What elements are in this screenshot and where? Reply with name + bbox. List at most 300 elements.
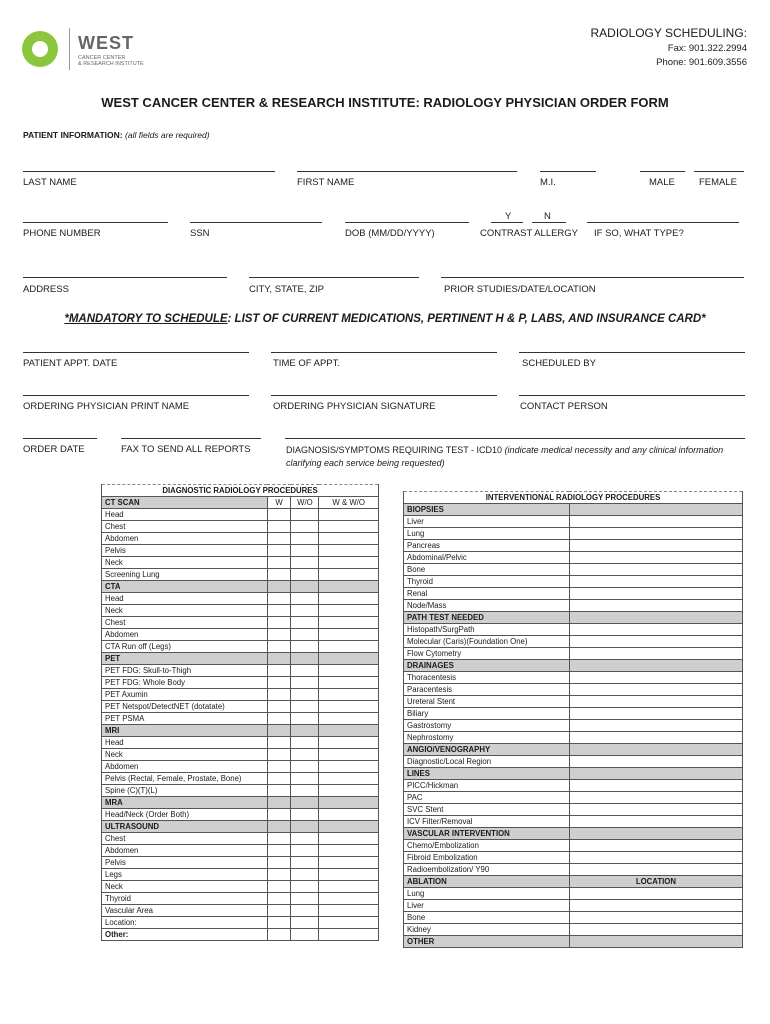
if-so-label: IF SO, WHAT TYPE?	[594, 228, 684, 239]
diagnostic-procedure-label: CTA Run off (Legs)	[102, 641, 268, 653]
diagnostic-column-header: W	[267, 497, 291, 509]
form-title: WEST CANCER CENTER & RESEARCH INSTITUTE: RADIOLOGY PHYSICIAN ORDER FORM	[101, 95, 669, 110]
appt-time-field[interactable]	[271, 352, 497, 353]
address-label: ADDRESS	[23, 284, 69, 295]
contact-label: CONTACT PERSON	[520, 401, 608, 412]
diagnosis-field[interactable]	[285, 438, 745, 439]
interventional-procedure-row	[404, 792, 743, 804]
diagnostic-procedure-label: Screening Lung	[102, 569, 268, 581]
checkbox-cell[interactable]	[291, 869, 319, 881]
entry-cell[interactable]	[569, 924, 742, 936]
diagnostic-section-row	[102, 797, 379, 809]
checkbox-cell[interactable]	[291, 689, 319, 701]
diagnostic-procedure-label: Chest	[102, 521, 268, 533]
checkbox-cell[interactable]	[319, 761, 379, 773]
interventional-procedure-row	[404, 696, 743, 708]
no-option: N	[544, 211, 551, 222]
diagnostic-procedure-label: Location:	[102, 917, 268, 929]
checkbox-cell[interactable]	[319, 737, 379, 749]
checkbox-cell[interactable]	[267, 521, 291, 533]
interventional-procedure-row	[404, 516, 743, 528]
interventional-procedure-row	[404, 840, 743, 852]
diagnostic-procedure-label: Neck	[102, 557, 268, 569]
patient-info-heading	[23, 130, 210, 140]
interventional-section-label: OTHER	[404, 936, 570, 948]
phys-sig-label: ORDERING PHYSICIAN SIGNATURE	[273, 401, 436, 412]
order-date-label: ORDER DATE	[23, 444, 85, 455]
checkbox-cell[interactable]	[291, 617, 319, 629]
checkbox-cell[interactable]	[267, 833, 291, 845]
checkbox-cell[interactable]	[291, 881, 319, 893]
diagnostic-procedure-row	[102, 545, 379, 557]
order-date-field[interactable]	[23, 438, 97, 439]
interventional-procedure-row	[404, 888, 743, 900]
checkbox-cell[interactable]	[291, 665, 319, 677]
interventional-procedure-label: Thoracentesis	[404, 672, 570, 684]
checkbox-cell[interactable]	[267, 677, 291, 689]
city-label: CITY, STATE, ZIP	[249, 284, 324, 295]
interventional-procedure-row	[404, 732, 743, 744]
diagnostic-procedure-row	[102, 833, 379, 845]
checkbox-cell	[291, 821, 319, 833]
interventional-procedure-row	[404, 648, 743, 660]
entry-cell[interactable]	[569, 732, 742, 744]
checkbox-cell[interactable]	[319, 641, 379, 653]
checkbox-cell[interactable]	[319, 893, 379, 905]
entry-cell	[569, 768, 742, 780]
checkbox-cell[interactable]	[319, 881, 379, 893]
diagnostic-procedure-label: Head	[102, 737, 268, 749]
diagnostic-procedure-label: Abdomen	[102, 533, 268, 545]
checkbox-cell[interactable]	[319, 557, 379, 569]
interventional-procedure-row	[404, 624, 743, 636]
checkbox-cell	[291, 725, 319, 737]
checkbox-cell[interactable]	[291, 857, 319, 869]
checkbox-cell[interactable]	[267, 809, 291, 821]
first-name-label: FIRST NAME	[297, 177, 355, 188]
scheduling-fax: Fax: 901.322.2994	[667, 43, 747, 54]
diagnostic-procedure-label: PET Netspot/DetectNET (dotatate)	[102, 701, 268, 713]
diagnostic-procedure-row	[102, 701, 379, 713]
interventional-procedure-label: Nephrostomy	[404, 732, 570, 744]
entry-cell[interactable]	[569, 516, 742, 528]
checkbox-cell[interactable]	[291, 569, 319, 581]
interventional-procedure-label: Flow Cytometry	[404, 648, 570, 660]
checkbox-cell[interactable]	[267, 605, 291, 617]
checkbox-cell[interactable]	[291, 749, 319, 761]
diagnostic-procedure-row	[102, 905, 379, 917]
checkbox-cell[interactable]	[267, 533, 291, 545]
checkbox-cell[interactable]	[267, 905, 291, 917]
entry-cell[interactable]	[569, 864, 742, 876]
entry-cell[interactable]	[569, 900, 742, 912]
entry-cell[interactable]	[569, 912, 742, 924]
diagnostic-procedure-row	[102, 809, 379, 821]
interventional-procedure-label: Histopath/SurgPath	[404, 624, 570, 636]
entry-cell[interactable]	[569, 600, 742, 612]
diagnostic-procedure-label: Chest	[102, 617, 268, 629]
checkbox-cell[interactable]	[319, 833, 379, 845]
checkbox-cell[interactable]	[267, 893, 291, 905]
diagnostic-procedure-row	[102, 881, 379, 893]
diagnostic-title: DIAGNOSTIC RADIOLOGY PROCEDURES	[102, 485, 379, 497]
appt-time-label: TIME OF APPT.	[273, 358, 341, 369]
diagnostic-section-label: MRA	[102, 797, 268, 809]
entry-cell[interactable]	[569, 780, 742, 792]
yes-option: Y	[505, 211, 512, 222]
interventional-section-label: DRAINAGES	[404, 660, 570, 672]
checkbox-cell[interactable]	[267, 629, 291, 641]
diagnostic-section-label: CT SCAN	[102, 497, 268, 509]
diagnostic-procedure-row	[102, 569, 379, 581]
entry-cell[interactable]	[569, 792, 742, 804]
diagnosis-label	[286, 444, 736, 470]
diagnostic-procedure-row	[102, 893, 379, 905]
entry-cell[interactable]	[569, 684, 742, 696]
checkbox-cell[interactable]	[267, 761, 291, 773]
entry-cell[interactable]	[569, 696, 742, 708]
diagnostic-procedure-label: Chest	[102, 833, 268, 845]
checkbox-cell[interactable]	[291, 785, 319, 797]
checkbox-cell[interactable]	[267, 857, 291, 869]
interventional-procedure-label: Chemo/Embolization	[404, 840, 570, 852]
checkbox-cell	[319, 653, 379, 665]
contrast-label: CONTRAST ALLERGY	[480, 228, 579, 239]
checkbox-cell[interactable]	[267, 701, 291, 713]
checkbox-cell[interactable]	[267, 665, 291, 677]
checkbox-cell[interactable]	[291, 605, 319, 617]
checkbox-cell[interactable]	[319, 809, 379, 821]
phys-sig-field[interactable]	[271, 395, 497, 396]
interventional-procedure-row	[404, 900, 743, 912]
checkbox-cell[interactable]	[319, 929, 379, 941]
checkbox-cell[interactable]	[319, 665, 379, 677]
entry-cell[interactable]	[569, 636, 742, 648]
entry-cell[interactable]	[569, 540, 742, 552]
checkbox-cell[interactable]	[267, 881, 291, 893]
interventional-procedure-row	[404, 528, 743, 540]
checkbox-cell[interactable]	[291, 761, 319, 773]
diagnostic-procedure-row	[102, 605, 379, 617]
interventional-procedure-row	[404, 576, 743, 588]
interventional-procedure-row	[404, 912, 743, 924]
checkbox-cell[interactable]	[267, 737, 291, 749]
checkbox-cell[interactable]	[319, 533, 379, 545]
checkbox-cell[interactable]	[267, 713, 291, 725]
checkbox-cell[interactable]	[319, 857, 379, 869]
contrast-no-field[interactable]	[532, 222, 566, 223]
interventional-procedure-row	[404, 588, 743, 600]
diagnostic-procedure-row	[102, 689, 379, 701]
interventional-procedure-label: Gastrostomy	[404, 720, 570, 732]
interventional-procedure-label: Kidney	[404, 924, 570, 936]
fax-reports-label: FAX TO SEND ALL REPORTS	[121, 444, 251, 455]
checkbox-cell[interactable]	[267, 509, 291, 521]
female-field[interactable]	[694, 171, 744, 172]
checkbox-cell[interactable]	[319, 905, 379, 917]
entry-cell	[569, 828, 742, 840]
checkbox-cell[interactable]	[267, 773, 291, 785]
checkbox-cell[interactable]	[291, 929, 319, 941]
interventional-procedure-label: Node/Mass	[404, 600, 570, 612]
checkbox-cell[interactable]	[291, 557, 319, 569]
diagnostic-procedure-row	[102, 641, 379, 653]
scheduled-by-field[interactable]	[519, 352, 745, 353]
patient-info-label: PATIENT INFORMATION:	[23, 130, 123, 140]
interventional-procedure-label: Molecular (Caris)(Foundation One)	[404, 636, 570, 648]
diagnostic-procedure-row	[102, 509, 379, 521]
entry-cell[interactable]	[569, 528, 742, 540]
checkbox-cell[interactable]	[319, 917, 379, 929]
diagnostic-procedure-label: PET PSMA	[102, 713, 268, 725]
ssn-field[interactable]	[190, 222, 322, 223]
interventional-procedure-label: PICC/Hickman	[404, 780, 570, 792]
checkbox-cell[interactable]	[291, 629, 319, 641]
contact-field[interactable]	[519, 395, 745, 396]
entry-cell[interactable]	[569, 720, 742, 732]
interventional-procedure-row	[404, 852, 743, 864]
first-name-field[interactable]	[297, 171, 517, 172]
diagnostic-section-row	[102, 653, 379, 665]
entry-cell[interactable]	[569, 624, 742, 636]
diagnostic-procedure-row	[102, 857, 379, 869]
checkbox-cell[interactable]	[291, 677, 319, 689]
diagnostic-procedure-label: Pelvis	[102, 545, 268, 557]
checkbox-cell[interactable]	[291, 545, 319, 557]
checkbox-cell[interactable]	[267, 641, 291, 653]
checkbox-cell[interactable]	[319, 629, 379, 641]
interventional-section-row	[404, 744, 743, 756]
checkbox-cell	[319, 821, 379, 833]
checkbox-cell[interactable]	[319, 521, 379, 533]
checkbox-cell[interactable]	[267, 785, 291, 797]
appt-date-field[interactable]	[23, 352, 249, 353]
checkbox-cell[interactable]	[291, 809, 319, 821]
diagnostic-procedure-row	[102, 617, 379, 629]
diagnostic-column-header: W & W/O	[319, 497, 379, 509]
diagnostic-section-label: PET	[102, 653, 268, 665]
dob-field[interactable]	[345, 222, 469, 223]
interventional-procedure-label: Lung	[404, 528, 570, 540]
interventional-procedure-label: Diagnostic/Local Region	[404, 756, 570, 768]
checkbox-cell	[319, 581, 379, 593]
checkbox-cell[interactable]	[319, 509, 379, 521]
entry-cell[interactable]	[569, 756, 742, 768]
interventional-procedure-label: Bone	[404, 912, 570, 924]
checkbox-cell[interactable]	[267, 929, 291, 941]
diagnostic-procedure-label: Pelvis (Rectal, Female, Prostate, Bone)	[102, 773, 268, 785]
diagnosis-note: (indicate medical necessity and any clinical information clarifying each service being requested)	[286, 445, 724, 468]
diagnostic-procedure-label: PET Axumin	[102, 689, 268, 701]
entry-cell[interactable]	[569, 576, 742, 588]
prior-studies-field[interactable]	[441, 277, 744, 278]
checkbox-cell[interactable]	[319, 773, 379, 785]
phys-name-label: ORDERING PHYSICIAN PRINT NAME	[23, 401, 190, 412]
entry-cell[interactable]	[569, 804, 742, 816]
checkbox-cell[interactable]	[267, 869, 291, 881]
diagnostic-procedure-label: Pelvis	[102, 857, 268, 869]
checkbox-cell[interactable]	[291, 509, 319, 521]
checkbox-cell[interactable]	[291, 641, 319, 653]
diagnostic-column-header: W/O	[291, 497, 319, 509]
diagnostic-section-label: ULTRASOUND	[102, 821, 268, 833]
checkbox-cell[interactable]	[267, 569, 291, 581]
diagnostic-procedure-row	[102, 749, 379, 761]
logo-circle-icon	[22, 31, 58, 67]
entry-cell[interactable]	[569, 564, 742, 576]
checkbox-cell[interactable]	[319, 701, 379, 713]
diagnostic-procedure-label: Neck	[102, 749, 268, 761]
interventional-title: INTERVENTIONAL RADIOLOGY PROCEDURES	[404, 492, 743, 504]
diagnostic-procedure-row	[102, 713, 379, 725]
mandatory-rest: : LIST OF CURRENT MEDICATIONS, PERTINENT H & P, LABS, AND INSURANCE CARD*	[227, 313, 706, 325]
entry-cell[interactable]	[569, 816, 742, 828]
checkbox-cell[interactable]	[291, 773, 319, 785]
diagnostic-procedure-row	[102, 773, 379, 785]
checkbox-cell[interactable]	[267, 593, 291, 605]
scheduled-by-label: SCHEDULED BY	[522, 358, 596, 369]
last-name-field[interactable]	[23, 171, 275, 172]
interventional-procedure-row	[404, 672, 743, 684]
checkbox-cell	[319, 725, 379, 737]
diagnostic-procedure-label: Abdomen	[102, 629, 268, 641]
diagnostic-procedure-label: Head/Neck (Order Both)	[102, 809, 268, 821]
checkbox-cell[interactable]	[319, 569, 379, 581]
diagnostic-procedure-row	[102, 533, 379, 545]
checkbox-cell[interactable]	[319, 593, 379, 605]
interventional-section-row	[404, 504, 743, 516]
checkbox-cell[interactable]	[267, 749, 291, 761]
fax-reports-field[interactable]	[121, 438, 261, 439]
male-label: MALE	[649, 177, 675, 188]
diagnostic-section-row	[102, 725, 379, 737]
interventional-section-label: ABLATION	[404, 876, 570, 888]
checkbox-cell[interactable]	[291, 833, 319, 845]
checkbox-cell[interactable]	[291, 533, 319, 545]
interventional-section-row	[404, 828, 743, 840]
diagnostic-section-label: CTA	[102, 581, 268, 593]
checkbox-cell[interactable]	[267, 617, 291, 629]
interventional-procedure-row	[404, 684, 743, 696]
interventional-procedure-label: Liver	[404, 516, 570, 528]
scheduling-title: RADIOLOGY SCHEDULING:	[590, 26, 747, 40]
interventional-procedure-label: Radioembolization/ Y90	[404, 864, 570, 876]
checkbox-cell[interactable]	[319, 713, 379, 725]
entry-cell[interactable]	[569, 888, 742, 900]
mandatory-note	[0, 313, 770, 325]
checkbox-cell[interactable]	[267, 545, 291, 557]
checkbox-cell[interactable]	[319, 677, 379, 689]
interventional-procedure-label: Fibroid Embolization	[404, 852, 570, 864]
interventional-procedure-label: ICV Filter/Removal	[404, 816, 570, 828]
diagnostic-procedure-label: Spine (C)(T)(L)	[102, 785, 268, 797]
checkbox-cell[interactable]	[291, 713, 319, 725]
checkbox-cell[interactable]	[319, 749, 379, 761]
checkbox-cell[interactable]	[319, 605, 379, 617]
checkbox-cell[interactable]	[291, 845, 319, 857]
mi-field[interactable]	[540, 171, 596, 172]
city-field[interactable]	[249, 277, 419, 278]
checkbox-cell[interactable]	[319, 689, 379, 701]
phys-name-field[interactable]	[23, 395, 249, 396]
appt-date-label: PATIENT APPT. DATE	[23, 358, 118, 369]
checkbox-cell[interactable]	[319, 785, 379, 797]
address-field[interactable]	[23, 277, 227, 278]
diagnostic-section-label: MRI	[102, 725, 268, 737]
diagnostic-procedure-row	[102, 785, 379, 797]
entry-cell[interactable]	[569, 708, 742, 720]
phone-field[interactable]	[23, 222, 168, 223]
logo-name: WEST	[78, 33, 134, 53]
checkbox-cell[interactable]	[291, 593, 319, 605]
diagnostic-procedure-label: Head	[102, 593, 268, 605]
diagnostic-section-row	[102, 821, 379, 833]
interventional-procedure-label: Lung	[404, 888, 570, 900]
allergy-type-field[interactable]	[587, 222, 739, 223]
entry-cell[interactable]	[569, 648, 742, 660]
patient-info-note: (all fields are required)	[125, 130, 210, 140]
diagnostic-procedure-label: Thyroid	[102, 893, 268, 905]
checkbox-cell	[291, 581, 319, 593]
logo-divider	[69, 28, 70, 70]
mi-label: M.I.	[540, 177, 556, 188]
checkbox-cell[interactable]	[291, 521, 319, 533]
checkbox-cell[interactable]	[267, 845, 291, 857]
interventional-procedure-label: Biliary	[404, 708, 570, 720]
entry-cell[interactable]	[569, 588, 742, 600]
interventional-procedure-row	[404, 864, 743, 876]
diagnostic-section-row	[102, 497, 379, 509]
interventional-procedure-label: Paracentesis	[404, 684, 570, 696]
checkbox-cell[interactable]	[291, 917, 319, 929]
diagnostic-procedure-row	[102, 557, 379, 569]
entry-cell	[569, 744, 742, 756]
entry-cell[interactable]	[569, 840, 742, 852]
checkbox-cell[interactable]	[291, 701, 319, 713]
diagnostic-procedure-row	[102, 677, 379, 689]
diagnostic-procedure-row	[102, 917, 379, 929]
checkbox-cell[interactable]	[291, 893, 319, 905]
checkbox-cell[interactable]	[319, 869, 379, 881]
contrast-yes-field[interactable]	[491, 222, 523, 223]
interventional-procedure-row	[404, 564, 743, 576]
checkbox-cell	[291, 653, 319, 665]
interventional-section-label: ANGIO/VENOGRAPHY	[404, 744, 570, 756]
interventional-section-row	[404, 768, 743, 780]
checkbox-cell[interactable]	[319, 845, 379, 857]
checkbox-cell	[267, 797, 291, 809]
interventional-procedure-row	[404, 708, 743, 720]
diagnostic-procedure-label: Vascular Area	[102, 905, 268, 917]
checkbox-cell[interactable]	[291, 905, 319, 917]
diagnostic-procedure-row	[102, 593, 379, 605]
diagnosis-title: DIAGNOSIS/SYMPTOMS REQUIRING TEST - ICD10	[286, 445, 503, 455]
entry-cell[interactable]	[569, 552, 742, 564]
checkbox-cell[interactable]	[291, 737, 319, 749]
male-field[interactable]	[640, 171, 685, 172]
entry-cell[interactable]	[569, 852, 742, 864]
entry-cell	[569, 504, 742, 516]
checkbox-cell[interactable]	[319, 617, 379, 629]
checkbox-cell	[267, 581, 291, 593]
checkbox-cell[interactable]	[267, 689, 291, 701]
checkbox-cell[interactable]	[267, 917, 291, 929]
checkbox-cell[interactable]	[319, 545, 379, 557]
diagnostic-procedure-row	[102, 665, 379, 677]
entry-cell[interactable]	[569, 672, 742, 684]
interventional-section-label: LINES	[404, 768, 570, 780]
checkbox-cell[interactable]	[267, 557, 291, 569]
